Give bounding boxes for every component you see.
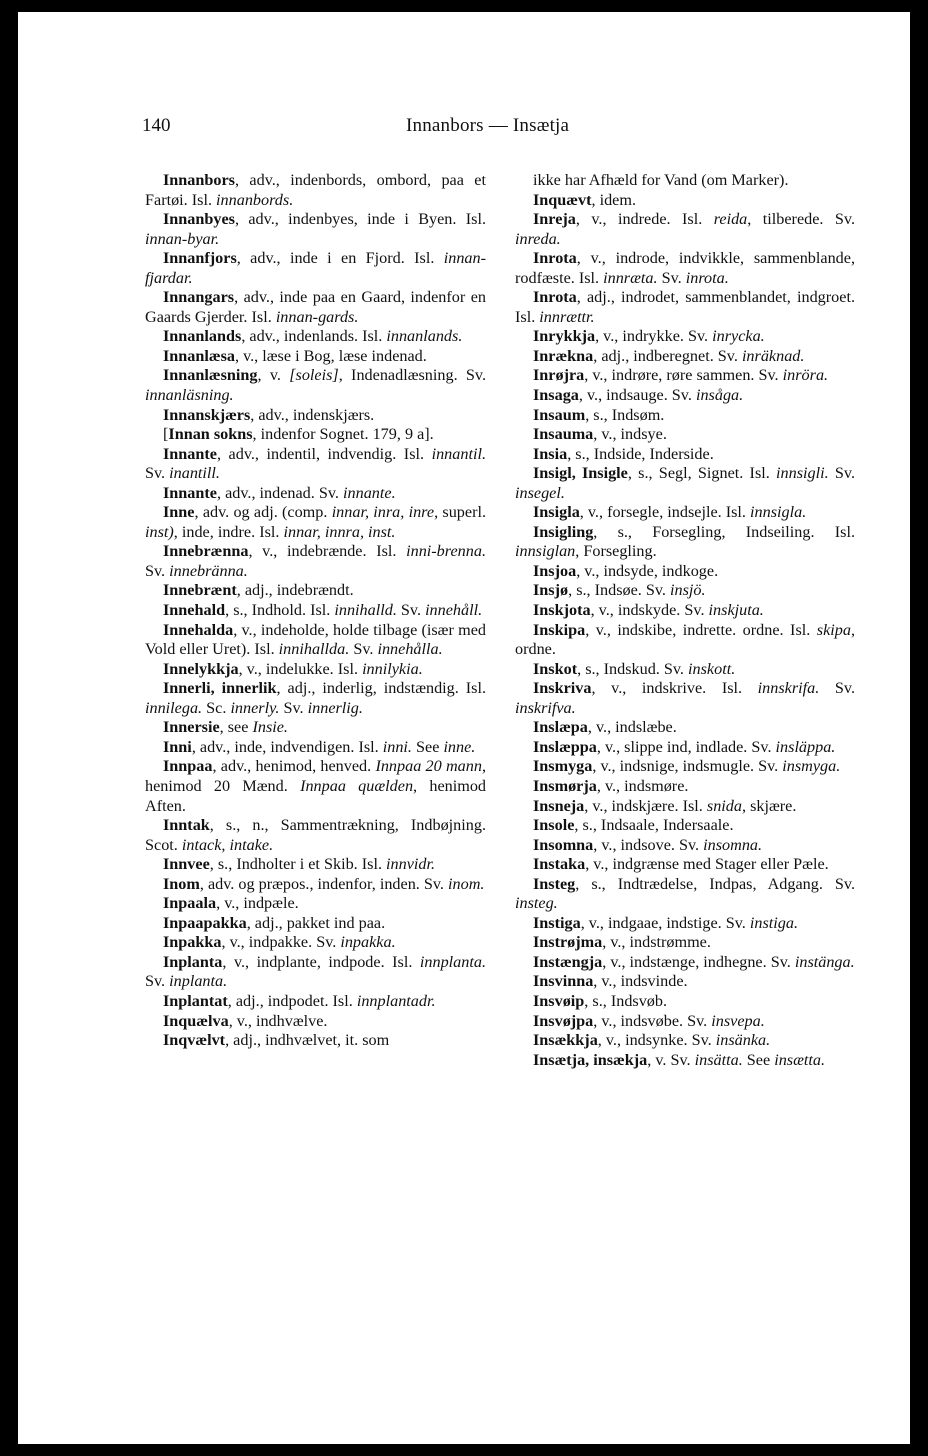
headword: Innanlæsning [163,366,258,385]
entry-text: , adv., indenskjærs. [250,405,375,424]
headword: Insauma [533,425,594,444]
headword: Inreja [533,210,576,229]
headword: Innebrænna [163,542,249,561]
headword: Inom [163,874,200,893]
entry-text: , henimod 20 Mænd. [145,757,486,795]
italic-form: innan-byar. [145,229,220,248]
dictionary-entry [145,249,486,288]
headword: Insvinna [533,972,594,991]
dictionary-entry [515,738,855,758]
entry-text: See [411,737,444,756]
entry-text: , s., Indsøm. [585,405,665,424]
dictionary-entry [515,347,855,367]
italic-form: innihalld. [334,601,397,620]
dictionary-entry [145,581,486,601]
headword: Insvøjpa [533,1011,594,1030]
entry-text: , v., indskjære. Isl. [584,796,707,815]
entry-text: , adv., inde, indvendigen. Isl. [191,737,383,756]
italic-form: innvidr. [386,855,436,874]
headword: Insigling [533,522,594,541]
entry-text: , s., Indsaale, Indersaale. [574,816,734,835]
entry-text: , v., indskibe, indrette. ordne. Isl. [585,620,817,639]
italic-form: inantill. [169,464,220,483]
dictionary-entry [515,679,855,718]
italic-form: innsiglan [515,542,576,561]
entry-text: , s., Indside, Inderside. [567,444,714,463]
entry-text: Sv. [396,601,426,620]
dictionary-entry [515,797,855,817]
dictionary-entry [145,894,486,914]
entry-text: Sv. [828,464,855,483]
entry-text: , adj., inderlig, indstændig. Isl. [276,679,486,698]
entry-text: , v., indsvinde. [593,972,688,991]
dictionary-entry [515,523,855,562]
dictionary-entry [515,914,855,934]
italic-form: inni. [382,737,412,756]
dictionary-entry [145,601,486,621]
headword: Innanbors [163,171,235,189]
italic-form: innrættr. [539,307,595,326]
dictionary-entry [145,288,486,327]
italic-form: insætta. [774,1050,826,1069]
italic-form: insåga. [695,386,744,405]
entry-text: , adj., indebrændt. [236,581,354,600]
italic-form: Innpaa 20 mann [375,757,482,776]
dictionary-entry [515,953,855,973]
entry-text: , adj., indhvælvet, it. som [225,1031,390,1050]
italic-form: inröra. [782,366,829,385]
dictionary-entry [145,679,486,718]
entry-text: , v., indsvøbe. Sv. [593,1011,712,1030]
italic-form: inskott. [688,659,736,678]
entry-text: , idem. [591,190,636,209]
italic-form: intack, intake. [181,835,274,854]
entry-text: , v., indslæbe. [587,718,677,737]
dictionary-entry [145,484,486,504]
entry-text: , v., indpæle. [216,894,299,913]
entry-text: , adj., indberegnet. Sv. [593,346,742,365]
dictionary-entry [145,621,486,660]
dictionary-entry [515,327,855,347]
dictionary-entry [515,288,855,327]
entry-text: , v. [257,366,290,385]
headword: Innpaa [163,757,213,776]
dictionary-entry [515,660,855,680]
entry-text: , adj., indpodet. Isl. [227,991,357,1010]
dictionary-entry [145,406,486,426]
headword: Insigl, Insigle [533,464,628,483]
headword: Innehalda [163,620,234,639]
italic-form: innerly. [230,698,280,717]
dictionary-entry [515,366,855,386]
dictionary-entry [515,406,855,426]
dictionary-page [18,12,910,1444]
italic-form: innsigla. [750,503,807,522]
entry-text: , v., indelukke. Isl. [238,659,363,678]
dictionary-entry [145,718,486,738]
entry-text: , v., indrykke. Sv. [595,327,713,346]
entry-text: Sv. [145,972,170,991]
dictionary-entry [145,875,486,895]
italic-form: insegel. [515,483,565,502]
entry-text: , see [219,718,253,737]
italic-form: inplanta. [169,972,228,991]
headword: Insaum [533,405,586,424]
entry-text: , adv., indenbords, ombord, paa et Fartøi. Isl. [145,171,486,209]
italic-form: inst) [145,522,174,541]
headword: Innanbyes [163,210,235,229]
italic-form: insänka. [715,1031,771,1050]
italic-form: innebränna. [169,561,248,580]
entry-text: , s., n., Sammentrækning, Indbøjning. Scot. [145,816,486,854]
entry-text: , s., Indsøe. Sv. [568,581,671,600]
headword: Inrykkja [533,327,596,346]
entry-text: , v., indsynke. Sv. [597,1031,716,1050]
entry-text: , v., indhvælve. [228,1011,328,1030]
italic-form: skipa [816,620,851,639]
headword: Innanlands [163,327,242,346]
headword: Inslæppa [533,737,597,756]
entry-text: , v., indeholde, holde tilbage (især med Vold eller Uret). Isl. [145,620,486,659]
dictionary-entry [145,210,486,249]
headword: Inquævt [533,190,592,209]
entry-text: , skjære. [741,796,797,815]
entry-text: , s., Indskud. Sv. [577,659,689,678]
entry-text: , Forsegling. [575,542,657,561]
dictionary-entry [515,503,855,523]
headword: Insmyga [533,757,593,776]
italic-form: innan-gards. [275,307,359,326]
italic-form: Insie. [252,718,288,737]
headword: Inslæpa [533,718,588,737]
entry-text: , v., indsauge. Sv. [578,386,696,405]
dictionary-entry [515,386,855,406]
headword: Insjoa [533,561,577,580]
italic-form: innan-fjardar. [145,249,486,287]
italic-form: inom. [448,874,485,893]
headword: Insaga [533,386,579,405]
italic-form: inne. [443,737,476,756]
dictionary-entry [145,425,486,445]
right-column [515,171,855,1070]
dictionary-entry [145,366,486,405]
italic-form: [soleis] [289,366,339,385]
dictionary-entry [515,210,855,249]
headword: Instrøjma [533,933,603,952]
italic-form: insjö. [670,581,706,600]
entry-text: , v., læse i Bog, læse indenad. [234,346,427,365]
entry-text: , v., indsove. Sv. [593,835,704,854]
italic-form: innantil. [431,444,486,463]
dictionary-entry [145,855,486,875]
headword: Inskjota [533,601,591,620]
italic-form: innar, inra, inre [331,503,435,522]
italic-form: inskrifva. [515,698,576,717]
italic-form: instiga. [749,913,799,932]
entry-text: , s., Segl, Signet. Isl. [627,464,777,483]
entry-text: , v., forsegle, indsejle. Isl. [579,503,751,522]
entry-text: , v., indgrænse med Stager eller Pæle. [585,855,829,874]
headword: Innanlæsa [163,346,235,365]
headword: Insneja [533,796,585,815]
italic-form: insteg. [515,894,558,913]
entry-text: , adj., indrodet, sammenblandet, indgroet. Isl. [515,288,855,326]
italic-form: innehålla. [377,640,443,659]
italic-form: innskrifa. [757,679,820,698]
italic-form: inrota. [685,268,729,287]
headword: Insætja, insækja [533,1050,648,1069]
entry-text: , Indenadlæsning. Sv. [338,366,486,385]
dictionary-entry [515,777,855,797]
dictionary-entry [145,933,486,953]
headword: Innante [163,483,217,502]
italic-form: reida [713,210,748,229]
headword: Inskot [533,659,578,678]
italic-form: inskjuta. [708,601,764,620]
dictionary-entry [145,347,486,367]
italic-form: innplantadr. [356,991,436,1010]
dictionary-entry [515,875,855,914]
italic-form: insomna. [703,835,763,854]
entry-text: , v., indstrømme. [602,933,711,952]
entry-text: , adv., inde i en Fjord. Isl. [236,249,444,268]
headword: Inrækna [533,346,594,365]
dictionary-entry [145,542,486,581]
dictionary-entry [145,992,486,1012]
italic-form: inräknad. [741,346,805,365]
entry-text: , adv., henimod, henved. [212,757,376,776]
headword: Innangars [163,288,235,307]
entry-text: , v., indsmøre. [596,776,689,795]
headword: Insia [533,444,568,463]
entry-text: Sv. [145,561,170,580]
entry-text: Sv. [657,268,686,287]
entry-text: , v., indskrive. Isl. [591,679,758,698]
entry-text: , inde, indre. Isl. [173,522,284,541]
headword: Insækkja [533,1031,598,1050]
italic-form: innar, innra, inst. [283,522,396,541]
entry-text: Sv. [819,679,855,698]
entry-text: , s., Indholter i et Skib. Isl. [209,855,387,874]
dictionary-entry [145,1031,486,1051]
headword: Instaka [533,855,586,874]
dictionary-entry [145,738,486,758]
italic-form: innante. [343,483,396,502]
headword: Innante [163,444,217,463]
dictionary-entry [515,191,855,211]
entry-text: , v., indrode, indvikkle, sammenblande, rodfæste. Isl. [515,249,855,287]
dictionary-entry [515,855,855,875]
headword: Inqvælvt [163,1031,226,1050]
entry-text: , adv., indenad. Sv. [216,483,344,502]
italic-form: snida [706,796,742,815]
dictionary-entry [515,1012,855,1032]
entry-text: , adv. og adj. (comp. [194,503,332,522]
entry-text: , indenfor Sognet. 179, 9 a]. [252,425,434,444]
headword: Inpaapakka [163,913,247,932]
entry-text: , v., indsye. [593,425,667,444]
italic-form: innanbords. [216,190,294,209]
italic-form: innilega. [145,698,203,717]
entry-text: , adv. og præpos., indenfor, inden. Sv. [199,874,449,893]
dictionary-entry [515,464,855,503]
entry-text: , ordne. [515,620,855,659]
italic-form: insätta. [694,1050,743,1069]
dictionary-entry [515,816,855,836]
dictionary-entry [515,601,855,621]
headword: Inplanta [163,952,223,971]
entry-text: , v., indpakke. Sv. [221,933,341,952]
italic-form: inni-brenna. [406,542,486,561]
dictionary-entry [515,718,855,738]
headword: Inrota [533,249,577,268]
dictionary-entry [145,816,486,855]
entry-text: , s., Indtrædelse, Indpas, Adgang. Sv. [575,874,855,893]
italic-form: insmyga. [782,757,841,776]
entry-text: , adv., indentil, indvendig. Isl. [216,444,432,463]
left-column [145,171,486,1051]
headword: Inskriva [533,679,592,698]
entry-text: ikke har Afhæld for Vand (om Marker). [533,171,789,189]
headword: Inpakka [163,933,222,952]
headword: Innersie [163,718,220,737]
entry-text: , v., indsnige, indsmugle. Sv. [592,757,783,776]
entry-text: Sc. [202,698,231,717]
headword: Instængja [533,952,603,971]
entry-text: , v. Sv. [647,1050,695,1069]
headword: Inni [163,737,192,756]
headword: Insmørja [533,776,597,795]
italic-form: insläppa. [775,737,836,756]
italic-form: innræta. [603,268,658,287]
headword: Innelykkja [163,659,239,678]
dictionary-entry [515,171,855,191]
italic-form: innerlig. [307,698,363,717]
dictionary-entry [515,562,855,582]
entry-text: , v., indstænge, indhegne. Sv. [602,952,795,971]
entry-text: Sv. [145,464,170,483]
headword: Insvøip [533,991,585,1010]
dictionary-entry [145,953,486,992]
entry-text: , adv., indenbyes, inde i Byen. Isl. [234,210,486,229]
dictionary-entry [515,1031,855,1051]
dictionary-entry [145,445,486,484]
entry-text: , v., indskyde. Sv. [590,601,709,620]
dictionary-entry [515,757,855,777]
italic-form: Innpaa quælden [300,776,414,795]
headword: Innehald [163,601,226,620]
headword: Inskipa [533,620,586,639]
dictionary-entry [515,425,855,445]
dictionary-entry [145,171,486,210]
italic-form: inreda. [515,229,561,248]
italic-form: inrycka. [712,327,765,346]
entry-text: , s., Forsegling, Indseiling. Isl. [593,522,855,541]
headword: Insigla [533,503,580,522]
dictionary-entry [515,836,855,856]
dictionary-entry [145,757,486,816]
headword: Insomna [533,835,594,854]
dictionary-entry [515,581,855,601]
entry-text: See [742,1050,775,1069]
dictionary-entry [145,660,486,680]
italic-form: instänga. [794,952,855,971]
dictionary-entry [145,1012,486,1032]
headword: Innerli, innerlik [163,679,277,698]
headword: Insjø [533,581,569,600]
dictionary-entry [515,1051,855,1071]
dictionary-entry [515,621,855,660]
dictionary-entry [515,972,855,992]
headword: Innvee [163,855,210,874]
italic-form: insvepa. [711,1011,765,1030]
italic-form: innsigli. [776,464,829,483]
entry-text: , v., slippe ind, indlade. Sv. [596,737,776,756]
entry-text: [ [163,425,169,444]
entry-text: Sv. [349,640,378,659]
headword: Innan sokns [168,425,253,444]
headword: Inne [163,503,195,522]
entry-text: , v., indebrænde. Isl. [248,542,407,561]
headword: Inrota [533,288,577,307]
entry-text: , v., indgaae, indstige. Sv. [580,913,750,932]
dictionary-entry [515,445,855,465]
dictionary-entry [515,249,855,288]
headword: Inrøjra [533,366,585,385]
headword: Inpaala [163,894,217,913]
dictionary-entry [515,933,855,953]
headword: Insole [533,816,575,835]
page-sheet [18,12,910,1444]
headword: Innebrænt [163,581,237,600]
entry-text: , v., indrøre, røre sammen. Sv. [584,366,783,385]
headword: Inquælva [163,1011,229,1030]
italic-form: innehåll. [425,601,483,620]
italic-form: innihallda. [278,640,350,659]
headword: Instiga [533,913,581,932]
italic-form: inpakka. [340,933,396,952]
italic-form: innplanta. [419,952,486,971]
entry-text: , v., indsyde, indkoge. [576,561,719,580]
italic-form: innanlands. [386,327,463,346]
entry-text: , v., indplante, indpode. Isl. [222,952,420,971]
page-number: 140 [142,115,171,136]
running-head: Innanbors — Insætja [406,115,570,136]
entry-text: Sv. [279,698,308,717]
italic-form: innilykia. [362,659,423,678]
dictionary-entry [515,992,855,1012]
headword: Inplantat [163,991,228,1010]
dictionary-entry [145,503,486,542]
headword: Innanfjors [163,249,237,268]
entry-text: , adv., inde paa en Gaard, indenfor en Gaards Gjerder. Isl. [145,288,486,326]
entry-text: , tilberede. Sv. [747,210,855,229]
entry-text: , s., Indhold. Isl. [225,601,335,620]
headword: Inntak [163,816,210,835]
entry-text: , henimod Aften. [145,776,487,815]
entry-text: , v., indrede. Isl. [575,210,714,229]
entry-text: , adv., indenlands. Isl. [241,327,387,346]
dictionary-entry [145,327,486,347]
dictionary-entry [145,914,486,934]
italic-form: innanläsning. [145,386,234,405]
entry-text: , adj., pakket ind paa. [246,913,386,932]
entry-text: , superl. [434,503,487,522]
entry-text: , s., Indsvøb. [584,991,668,1010]
headword: Insteg [533,874,576,893]
headword: Innanskjærs [163,405,251,424]
